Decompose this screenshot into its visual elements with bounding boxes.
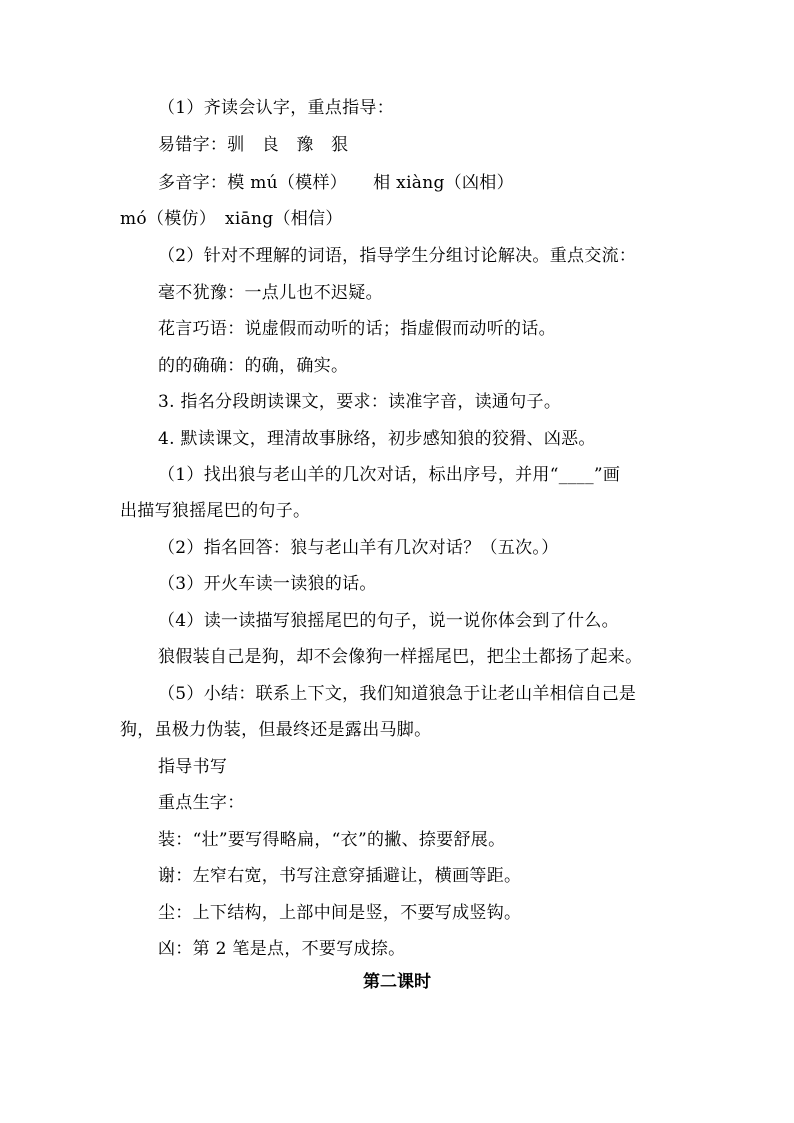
- key-characters-heading: 重点生字：: [158, 793, 245, 813]
- polyphonic-characters: 多音字：模 mú（模样） 相 xiàng（凶相）: [158, 173, 514, 193]
- task-1-line-2: 出描写狼摇尾巴的句子。: [120, 501, 311, 521]
- step-1-heading: （1）齐读会认字，重点指导：: [158, 98, 395, 118]
- vocab-huayanqiaoyu: 花言巧语：说虚假而动听的话；指虚假而动听的话。: [158, 319, 556, 339]
- vocab-haobuyouyu: 毫不犹豫：一点儿也不迟疑。: [158, 283, 383, 303]
- task-4: （4）读一读描写狼摇尾巴的句子，说一说你体会到了什么。: [158, 611, 619, 631]
- task-2: （2）指名回答：狼与老山羊有几次对话？（五次。）: [158, 538, 559, 558]
- task-4-answer: 狼假装自己是狗，却不会像狗一样摇尾巴，把尘土都扬了起来。: [158, 647, 643, 667]
- writing-guidance-heading: 指导书写: [158, 757, 228, 777]
- task-5-line-2: 狗，虽极力伪装，但最终还是露出马脚。: [120, 720, 432, 740]
- section-title: 第二课时: [363, 972, 431, 992]
- step-2-heading: （2）针对不理解的词语，指导学生分组讨论解决。重点交流：: [158, 246, 637, 266]
- error-prone-characters: 易错字：驯 良 豫 狠: [158, 135, 349, 155]
- polyphonic-characters-continued: mó（模仿） xiāng（相信）: [120, 209, 343, 229]
- task-5-line-1: （5）小结：联系上下文，我们知道狼急于让老山羊相信自己是: [158, 684, 637, 704]
- character-xie: 谢：左窄右宽，书写注意穿插避让，横画等距。: [158, 866, 522, 886]
- vocab-dedequeque: 的的确确：的确，确实。: [158, 356, 349, 376]
- character-chen: 尘：上下结构，上部中间是竖，不要写成竖钩。: [158, 903, 522, 923]
- step-4-silent-reading: 4. 默读课文，理清故事脉络，初步感知狼的狡猾、凶恶。: [158, 429, 596, 449]
- character-xiong: 凶：第 2 笔是点，不要写成捺。: [158, 939, 406, 959]
- task-1-line-1: （1）找出狼与老山羊的几次对话，标出序号，并用“____”画: [158, 465, 621, 485]
- task-3: （3）开火车读一读狼的话。: [158, 574, 377, 594]
- step-3-reading: 3. 指名分段朗读课文，要求：读准字音，读通句子。: [158, 392, 562, 412]
- character-zhuang: 装：“壮”要写得略扁，“衣”的撇、捺要舒展。: [158, 830, 506, 850]
